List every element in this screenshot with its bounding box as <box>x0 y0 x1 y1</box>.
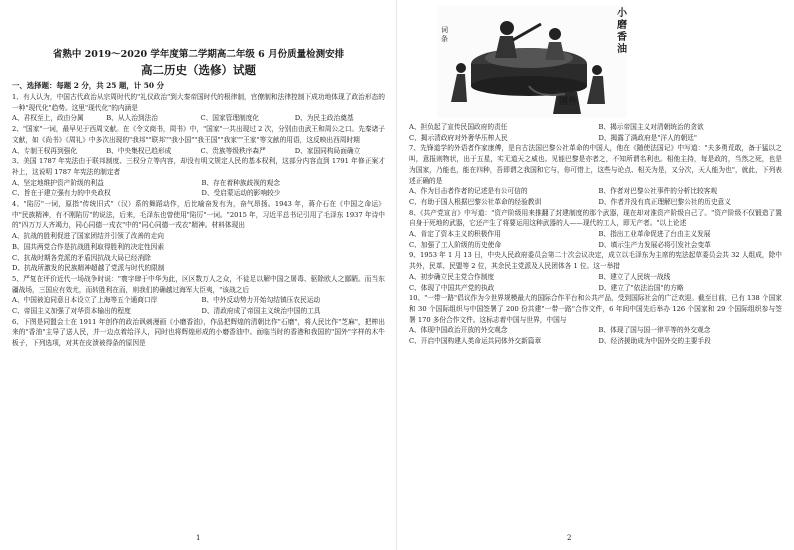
option: D、作者并没有真正理解巴黎公社的历史意义 <box>598 197 731 206</box>
cartoon-side-label: 词条 <box>441 26 448 43</box>
option: C、开启中国构建人类命运共同体外交新篇章 <box>409 337 542 346</box>
question-5: 5、严复在评价近代一场战争时说："寰宇肆于中华为此，区区数万人之众，不徒足以解中国之屠毒、驱除欧人之鄙陋。而当东疆战场，三国应有效尤，而转胜利在而，则我们的确越过海军大臣夷，"该战之后 <box>12 274 385 294</box>
cartoon-figure <box>409 2 782 118</box>
question-8-options <box>409 229 782 250</box>
option: D、填示生产力发展必将引发社会变革 <box>598 240 711 249</box>
question-2: 2、"国家"一词，最早见于西周文献。在《令文商书，周书》中，"国家"一共出现过 2 次，分别由由武王和周公之口。先秦诸子文献，如《尚书》《周礼》中多次出现的"我邦""联邦""我小国""我王国""我家""王家"等文献的用语，这反映出西周时期 <box>12 125 385 144</box>
option: C、揭示清政府对外奢华压榨人民 <box>409 133 508 142</box>
option: A、专制王权再到强化 <box>12 146 78 155</box>
option: C、国家管理制度化 <box>200 114 260 123</box>
option: B、建立了人民统一战线 <box>598 272 671 281</box>
question-4: 4、"陷厉"一词，原指"传统旧式"（汉）系的舞蹈动作，后比喻奋发有为，奋气昂扬。1943 年，蒋介石在《中国之命运》中"民族精神，有不刚陷厉"的说法，后来，毛泽东也曾使用"陷厉"一词。"2015 年，习近平总书记引用了毛泽东 1937 年诗中的"四万万人齐竭力，同心同德一戎衣"中的"同心同德一戎衣"精神。材料体现出 <box>12 200 385 230</box>
option: B、指出工业革命促进了台由主义发展 <box>598 230 711 239</box>
option: D、家国同构局面确立 <box>294 146 361 155</box>
question-10: 10、"一带一路"倡议作为今世界规模最大的国际合作平台和公共产品，受到国际社会的广泛欢迎。截至目前，已有 138 个国家和 30 个国际组织与中国签署了 200 份共建"一带一路"合作文件，6 年间中国先后举办 126 个国家和 29 个国际组织参与签署 170 多份合作文件。这标志着中国与世界，中国与 <box>409 294 782 324</box>
question-3: 3、美国 1787 年宪法由于联邦制度、三权分立等内容，却没有明文规定人民的基本权利，这部分内容直到 1791 年修正案才补上，这说明 1787 年宪法的制定者 <box>12 157 385 176</box>
page-number: 1 <box>196 534 201 542</box>
option: A、担负起了宣传民国政府的责任 <box>409 123 508 131</box>
option: D、抗战所激发的民族精神超越了党派与时代的限制 <box>12 264 165 273</box>
option: C、有助于国人根据巴黎公社革命的经验教训 <box>409 197 542 206</box>
cartoon-image <box>437 6 627 118</box>
question-9: 9、1953 年 1 月 13 日，中央人民政府委员会第二十次会议决定，成立以毛泽东为主席的宪法起草委员会共 32 人组成，除中共外，民革、民盟等 2 位，其余民主党派及人民团体各 1 位。这一举措 <box>409 251 782 271</box>
option: A、抗战的胜利促进了国家团结并引领了改善的走向 <box>12 232 164 241</box>
option: B、国共两党合作是抗战胜利取得胜利的决定性因素 <box>12 242 165 251</box>
option: A、坚定地维护资产阶级的利益 <box>12 178 104 187</box>
option: B、中央集权已趋形成 <box>106 146 172 155</box>
option: C、旨在于建立强有力的中央政权 <box>12 189 111 198</box>
option: C、帝国主义加强了对华资本输出的程度 <box>12 307 131 316</box>
option: A、肯定了资本主义的积极作用 <box>409 230 501 239</box>
section-heading: 一、选择题：每题 2 分，共 25 题，计 50 分 <box>12 81 165 90</box>
exam-title: 高二历史（选修）试题 <box>141 63 256 77</box>
question-6: 6、下图是同盟会士在 1911 年创作的政治讽刺漫画《小磨香油》，作品把辉煌的清朝比作"石磨"，将人民比作"芝麻"，把榨出来的"香油"主导了送人民，并一边点着给洋人，同时也将辉煌形成的小磨香油中。面临当时的香港和我国的"国外"字样的木牛板子，下列选项，对其在皮溃被得条的原因是 <box>12 317 385 348</box>
cartoon-jar-label: 国外 <box>559 97 578 107</box>
cartoon-drawing <box>437 6 627 118</box>
option: B、揭示帝国主义对清朝统治的贪欲 <box>598 123 704 131</box>
option: D、受启蒙运动的影响较少 <box>201 189 281 198</box>
option: C、贵族等级秩序森严 <box>200 146 266 155</box>
option: B、存在着种族歧视的观念 <box>201 178 280 187</box>
question-5-options <box>12 295 385 316</box>
question-2-options <box>12 146 385 157</box>
option: D、建立了"依法治国"的方略 <box>598 283 684 292</box>
option: C、抗战时期各党派的矛盾因抗战大局已经消除 <box>12 253 151 262</box>
page-number: 2 <box>567 534 572 542</box>
option: A、体现中国政治开放的外交观念 <box>409 326 508 335</box>
option: D、经济援助成为中国外交的主要手段 <box>598 337 711 346</box>
question-6-options <box>409 122 782 143</box>
option: D、清政府成了帝国主义统治中国的工具 <box>201 307 321 316</box>
option: D、为民主政治奠基 <box>294 114 354 123</box>
option: B、中外反动势力开始勾结镇压农民运动 <box>201 296 321 305</box>
option: C、加强了工人阶级的历史使命 <box>409 240 502 249</box>
question-1: 1、有人认为，中国古代政治从宗周时代的"礼仪政治"到大秦帝国时代的根律制，官僚制和法律控制下成功地体现了政治形态的一种"现代化"趋势。这里"现代化"的内涵是 <box>12 93 385 112</box>
question-1-options <box>12 113 385 124</box>
question-7: 7、先锋道学的外语者作家康傅，是自古法国巴黎公社革命的中国人，他在《随使法国记》中写道："夫多勇荒敢，备于猛以之叫，意报则物状，出于五星，实无道天之威也。见能巴黎是亦者之，不知所谓名利也。相他主持，每是政的，当然之死，也是为国家，乃能也，能在四种，吾即谓之我国和它与，你可惜上，这些与论点、相关为是，又分次，天人能为也"，就此，下列表述正确的是 <box>409 144 782 185</box>
question-7-options <box>409 186 782 207</box>
option: B、作者对巴黎公社事件的分析比较客观 <box>598 187 718 196</box>
option: D、揭露了满政府是"洋人的朝廷" <box>598 133 697 142</box>
option: B、体现了国与国一律平等的外交观念 <box>598 326 711 335</box>
option: A、初步确立民主党合作制度 <box>409 272 495 281</box>
question-8: 8、《共产党宣言》中写道："资产阶级用来推翻了封建制度的那个武器，现在却对准资产阶级自己了。"资产阶级不仅锻造了置自身于死地的武器，它还产生了将要运用这种武器的人——现代的工人，即无产者。"以上论述 <box>409 208 782 228</box>
question-3-options <box>12 178 385 199</box>
option: A、作为目击者作者的记述是有公可信的 <box>409 187 528 196</box>
exam-page-right <box>397 0 794 550</box>
option: A、君权至上，政由分属 <box>12 114 84 123</box>
question-9-options <box>409 272 782 293</box>
question-10-options <box>409 325 782 346</box>
question-4-options <box>12 231 385 274</box>
option: B、从人治到法治 <box>106 114 158 123</box>
option: C、体现了中国共产党的执政 <box>409 283 495 292</box>
exam-header: 省熟中 2019～2020 学年度第二学期高二年级 6 月份质量检测安排 <box>52 49 345 60</box>
option: A、中国被迫同意日本设立了上海等五个通商口岸 <box>12 296 158 305</box>
cartoon-title: 小磨香油 <box>617 8 627 55</box>
